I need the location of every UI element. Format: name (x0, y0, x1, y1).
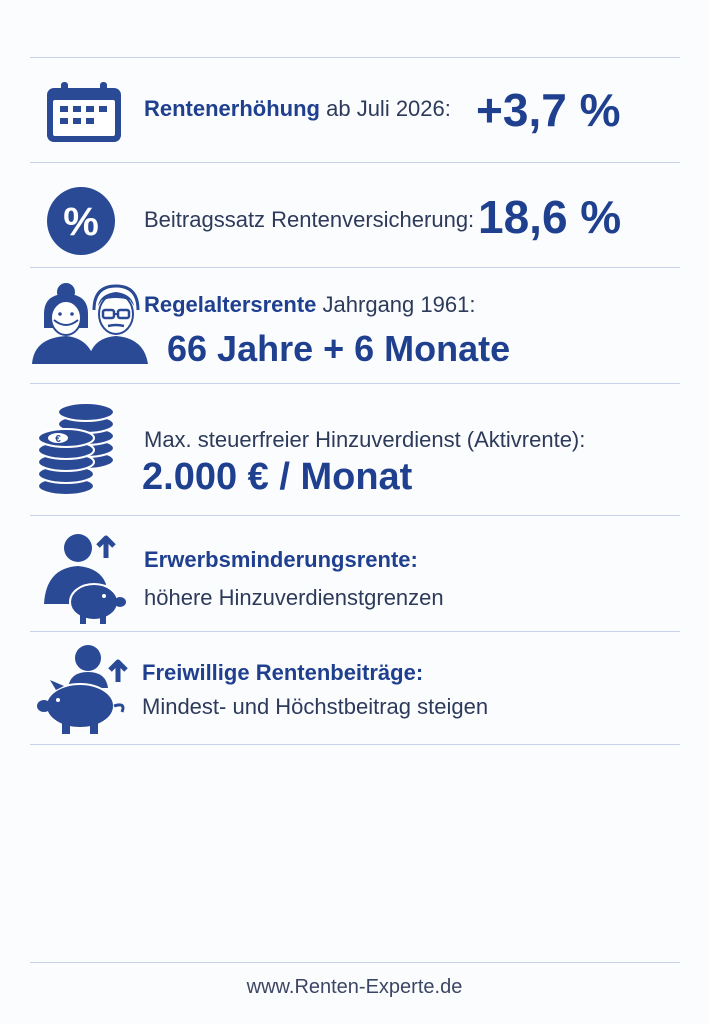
disability-pension-title: Erwerbsminderungsrente: (144, 547, 418, 572)
disability-pension-subtitle: höhere Hinzuverdienstgrenzen (144, 585, 444, 610)
retirement-age-label (144, 292, 475, 318)
percent-icon (46, 186, 116, 256)
divider (30, 631, 680, 632)
divider (30, 515, 680, 516)
voluntary-contributions-title: Freiwillige Rentenbeiträge: (142, 660, 424, 685)
divider (30, 267, 680, 268)
pension-increase-label-bold: Rentenerhöhung (144, 96, 320, 121)
divider (30, 162, 680, 163)
svg-text:%: % (63, 200, 99, 244)
additional-income-label: Max. steuerfreier Hinzuverdienst (Aktivrente): (144, 427, 586, 452)
contribution-rate-label: Beitragssatz Rentenversicherung: (144, 207, 475, 232)
pension-increase-value: +3,7 % (476, 84, 621, 136)
divider (30, 744, 680, 745)
divider (30, 962, 680, 963)
piggybank-person-icon (36, 642, 132, 734)
divider (30, 383, 680, 384)
retirement-age-label-bold: Regelaltersrente (144, 292, 317, 317)
voluntary-contributions-subtitle: Mindest- und Höchstbeitrag steigen (142, 694, 489, 719)
euro-coins-icon (36, 400, 118, 496)
person-piggybank-icon (40, 528, 130, 624)
footer-url[interactable]: www.Renten-Experte.de (246, 976, 463, 998)
retirement-age-value: 66 Jahre + 6 Monate (167, 328, 511, 369)
calendar-icon (45, 80, 123, 144)
svg-text:€: € (55, 434, 61, 445)
elderly-couple-icon (30, 280, 150, 364)
divider (30, 57, 680, 58)
additional-income-value: 2.000 € / Monat (142, 456, 413, 498)
pension-increase-label (144, 96, 451, 122)
contribution-rate-value: 18,6 % (478, 191, 622, 243)
pension-increase-label-rest: ab Juli 2026: (320, 96, 451, 121)
retirement-age-label-rest: Jahrgang 1961: (316, 292, 476, 317)
